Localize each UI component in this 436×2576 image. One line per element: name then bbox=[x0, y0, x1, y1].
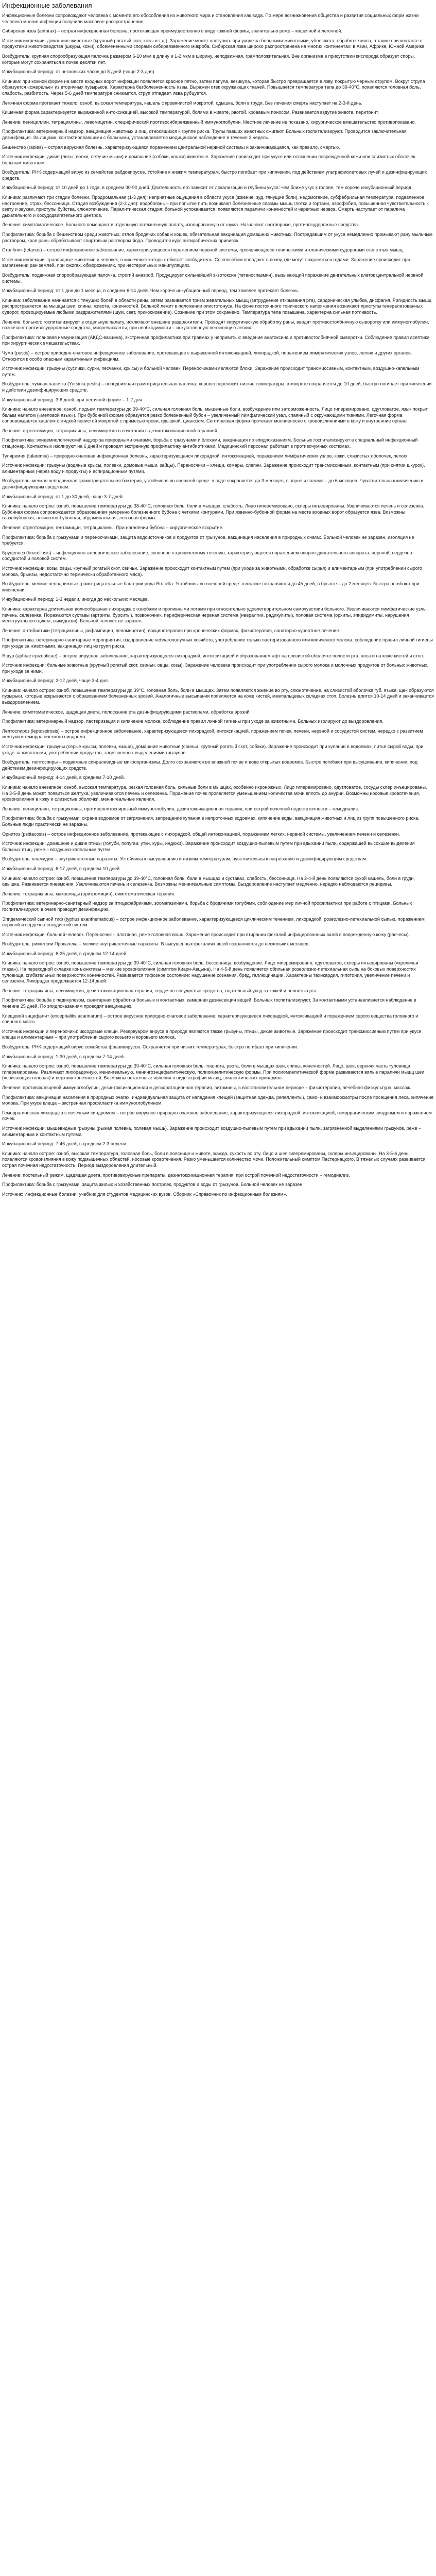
paragraph: Инкубационный период: от 1 до 30 дней, чаще 3-7 дней. bbox=[2, 494, 124, 499]
paragraph: Профилактика: ветеринарный надзор, вакцинация животных и лиц, относящихся к группе риска. Трупы павших животных сжигают. Больных госпитализируют. Проводится заключительная дезинфекция. За лицами, контактировавшими с больными, устанавливается медицинское наблюдение в течение 2 недель. bbox=[2, 129, 407, 140]
paragraph: Источник: Инфекционные болезни: учебник для студентов медицинских вузов. Сборник «Справочник по инфекционным болезням». bbox=[2, 1191, 288, 1197]
paragraph: Лечение: пенициллин, тетрациклины, левомицетин, специфический противосибиреязвенный иммуноглобулин. Местное лечение не показано, хирургическое вмешательство противопоказано. bbox=[2, 119, 416, 125]
paragraph: Профилактика: ветеринарно-санитарные мероприятия, оздоровление неблагополучных хозяйств, употребление только пастеризованного или кипяченого молока, соблюдение правил личной гигиены при уходе за животными, вакцинация лиц из групп риска. bbox=[2, 637, 433, 649]
paragraph: Возбудитель: лептоспиры – подвижные спиралевидные микроорганизмы. Долго сохраняются во влажной почве и воде открытых водоемов. Быстро погибают при высушивании, кипячении, под действием дезинфицирующих средств. bbox=[2, 759, 417, 771]
paragraph: Эпидемический сыпной тиф (typhus exanthematicus) – острое инфекционное заболевание, характеризующееся циклическим течением, лихорадкой, розеолезно-петехиальной сыпью, поражением нервной и сердечно-сосудистой систем. bbox=[2, 916, 425, 928]
paragraph: Клиника: начало острое: озноб, повышение температуры до 39-40°С, сильная головная боль, бессонница, возбуждение. Лицо гиперемировано, одутловатое, склеры инъецированы («кроличьи глаза»). На переходной складке конъюнктивы – мелкие кровоизлияния (симптом Киари-Авцына). На 4-5-й день появляется обильная розеолезно-петехиальная сыпь на боковых поверхностях туловища, сгибательных поверхностях конечностей. Развивается тифозное состояние: нарушение сознания, бред, галлюцинации. Характерны тахикардия, гипотония, увеличение печени и селезенки. Лихорадка продолжается 12-14 дней. bbox=[2, 960, 418, 984]
paragraph: Источник инфекции: грызуны (водяные крысы, полевки, домовые мыши, зайцы). Переносчики – клещи, комары, слепни. Заражение происходит трансмиссивным, контактным (при снятии шкурок), алиментарным (через воду и продукты) и аспирационным путями. bbox=[2, 463, 425, 474]
paragraph: Клиника: различают три стадии болезни. Продромальная (1-3 дня): неприятные ощущения в области укуса (жжение, зуд, тянущие боли), недомогание, субфебрильная температура, подавленное настроение, страх, бессонница. Стадия возбуждения (2-3 дня): водобоязнь – при попытке пить возникают болезненные спазмы мышц глотки и гортани, аэрофобия, повышенная чувствительность к свету и звукам, приступы буйства, слюнотечение. Паралитическая стадия: больной успокаивается, появляются параличи конечностей и черепных нервов. Смерть наступает от паралича дыхательного и сосудодвигательного центров. bbox=[2, 195, 429, 218]
paragraph: Возбудитель: РНК-содержащий вирус из семейства рабдовирусов. Устойчив к низким температурам, быстро погибает при кипячении, под действием ультрафиолетовых лучей и дезинфицирующих средств. bbox=[2, 170, 427, 181]
paragraph: Источник инфекции: мышевидные грызуны (рыжая полевка, полевая мышь). Заражение происходит воздушно-пылевым путем при вдыхании пыли, загрязненной выделениями грызунов, реже – алиментарным и контактным путями. bbox=[2, 1125, 422, 1137]
paragraph: Инфекционные болезни сопровождают человека с момента его обособления из животного мира и становления как вида. По мере возникновения общества и развития социальных форм жизни человека многие инфекции получили массовое распространение. bbox=[2, 13, 419, 24]
paragraph: Лечение: тетрациклины, макролиды (эритромицин), симптоматическая терапия. bbox=[2, 891, 176, 896]
paragraph: Клиника: начало острое: озноб, повышение температуры до 39-40°С, сильная головная боль, тошнота, рвота, боли в мышцах шеи, спины, конечностей. Лицо, шея, верхняя часть туловища гиперемированы. Различают лихорадочную, менингеальную, менингоэнцефалитическую, полиомиелитическую формы. При полиомиелитической форме развиваются вялые параличи мышц шеи («свисающая голова») и верхних конечностей. Возможны остаточные явления в виде атрофии мышц, эпилептических припадков. bbox=[2, 1063, 425, 1081]
paragraph: Инкубационный период: 1-30 дней, в среднем 7-14 дней. bbox=[2, 1054, 125, 1059]
paragraph: Лечение: противоклещевой иммуноглобулин, дезинтоксикационная и дегидратационная терапия, витамины, в восстановительном периоде – физиотерапия, лечебная физкультура, массаж. bbox=[2, 1084, 411, 1090]
paragraph: Источник инфекции: дикие (лисы, волки, летучие мыши) и домашние (собаки, кошки) животные. Заражение происходит при укусе или ослюнении поврежденной кожи или слизистых оболочек больным животным. bbox=[2, 154, 415, 165]
paragraph: Орнитоз (psittacosis) – острое инфекционное заболевание, протекающее с лихорадкой, общей интоксикацией, поражением легких, нервной системы, увеличением печени и селезенки. bbox=[2, 831, 400, 837]
paragraph: Возбудитель: РНК-содержащий вирус семейства флавивирусов. Сохраняется при низких температурах, быстро погибает при кипячении. bbox=[2, 1044, 299, 1049]
paragraph: Профилактика: плановая иммунизация (АКДС-вакцина), экстренная профилактика при травмах у непривитых: введение анатоксина и противостолбнячной сыворотки. Соблюдение правил асептики при хирургических вмешательствах. bbox=[2, 334, 430, 346]
paragraph: Клиника: начало острое: озноб, повышение температуры до 39°С, головная боль, боли в мышцах. Затем появляются жжение во рту, слюнотечение, на слизистой оболочке губ, языка, щек образуются пузырьки, которые вскрываются с образованием болезненных эрозий. Аналогичные высыпания появляются на коже кистей, межпальцевых складках стоп. Болезнь длится 10-14 дней и заканчивается выздоровлением. bbox=[2, 687, 434, 705]
paragraph: Источник инфекции: грызуны (суслики, сурки, песчанки, крысы) и больной человек. Переносчиками являются блохи. Заражение происходит трансмиссивным, контактным, воздушно-капельным путем. bbox=[2, 366, 420, 377]
paragraph: Инкубационный период: 1-3 недели, иногда до нескольких месяцев. bbox=[2, 597, 149, 602]
paragraph: Лечение: пенициллин, тетрациклины, противолептоспирозный иммуноглобулин, дезинтоксикационная терапия, при острой почечной недостаточности – гемодиализ. bbox=[2, 806, 359, 811]
paragraph: Легочная форма протекает тяжело: озноб, высокая температура, кашель с кровянистой мокротой, одышка, боли в груди. Без лечения смерть наступает на 2-3-й день. bbox=[2, 100, 362, 106]
paragraph: Клещевой энцефалит (encephalitis acarinarum) – острое вирусное природно-очаговое заболевание, характеризующееся лихорадкой, интоксикацией и поражением серого вещества головного и спинного мозга. bbox=[2, 1013, 418, 1025]
paragraph: Профилактика: борьба с педикулезом, санитарная обработка больных и контактных, камерная дезинсекция вещей. Больных госпитализируют. За контактными устанавливается наблюдение в течение 25 дней. По эпидпоказаниям проводят вакцинацию. bbox=[2, 997, 416, 1009]
paragraph: Инкубационный период: 3-6 дней, при легочной форме – 1-2 дня. bbox=[2, 397, 144, 402]
paragraph: Сибирская язва (anthrax) – острая инфекционная болезнь, протекающая преимущественно в виде кожной формы, значительно реже – кишечной и легочной. bbox=[2, 28, 342, 34]
paragraph: Кишечная форма характеризуется выраженной интоксикацией, высокой температурой, болями в животе, рвотой, кровавым поносом. Развивается вздутие живота, перитонит. bbox=[2, 110, 379, 115]
paragraph: Лечение: симптоматическое. Больного помещают в отдельную затемненную палату, изолированную от шума. Назначают снотворные, противосудорожные средства. bbox=[2, 222, 359, 228]
paragraph: Клиника: начало внезапное: озноб, высокая температура, резкая головная боль, сильные боли в мышцах, особенно икроножных. Лицо гиперемировано, одутловатое, сосуды склер инъецированы. На 3-5-й день может появиться желтуха, увеличиваются печень и селезенка. Поражение почек проявляется уменьшением количества мочи вплоть до анурии. Возможны носовые кровотечения, кровоизлияния в кожу и слизистые оболочки, менингеальные явления. bbox=[2, 785, 427, 802]
paragraph: Возбудитель: хламидии – внутриклеточные паразиты. Устойчивы к высушиванию и низким температурам, чувствительны к нагреванию и дезинфицирующим средствам. bbox=[2, 856, 368, 862]
paragraph: Источник инфекции: грызуны (серые крысы, полевки, мыши), домашние животные (свиньи, крупный рогатый скот, собаки). Заражение происходит при купании в водоемах, питье сырой воды, при уходе за животными, употреблении продуктов, загрязненных выделениями грызунов. bbox=[2, 744, 424, 755]
paragraph: Клиника: начало острое: озноб, повышение температуры до 38-40°С, головная боль, боли в мышцах, слабость. Лицо гиперемировано, склеры инъецированы. Увеличиваются печень и селезенка. Бубонная форма сопровождается образованием умеренно болезненного бубона с четкими контурами. При язвенно-бубонной форме на месте входных ворот образуется язва. Возможны глазобубонная, ангинозно-бубонная, абдоминальная, легочная формы. bbox=[2, 503, 425, 521]
paragraph: Лечение: антибиотики (тетрациклины, рифампицин, левомицетин), вакцинотерапия при хронических формах, физиотерапия, санаторно-курортное лечение. bbox=[2, 628, 341, 633]
paragraph: Источник инфекции: домашние и дикие птицы (голуби, попугаи, утки, куры, индюки). Заражение происходит воздушно-пылевым путем при вдыхании пыли, содержащей высохшие выделения больных птиц, реже – воздушно-капельным путем. bbox=[2, 841, 415, 852]
paragraph: Инкубационный период: 4-14 дней, в среднем 7-10 дней. bbox=[2, 775, 125, 781]
paragraph: Туляремия (tularemia) – природно-очаговая инфекционная болезнь, характеризующаяся лихорадкой, интоксикацией, поражением лимфатических узлов, кожи, слизистых оболочек, легких. bbox=[2, 453, 409, 459]
paragraph: Профилактика: ветеринарный надзор, пастеризация и кипячение молока, соблюдение правил личной гигиены при уходе за животными. Больных изолируют до выздоровления. bbox=[2, 719, 383, 724]
paragraph: Источник инфекции и переносчики: иксодовые клещи. Резервуаром вируса в природе являются также грызуны, птицы, дикие животные. Заражение происходит трансмиссивным путем при укусе клеща и алиментарным – при употреблении сырого козьего и коровьего молока. bbox=[2, 1028, 422, 1040]
paragraph: Лечение: постельный режим, щадящая диета, противовирусные препараты, дезинтоксикационная терапия, при острой почечной недостаточности – гемодиализ. bbox=[2, 1172, 350, 1178]
paragraph: Источник инфекции: травоядные животные и человек, в кишечнике которых обитает возбудитель. Со способом попадают в почву, где могут сохраняться годами. Заражение происходит при загрязнении ран землей, при ожогах, обморожениях, при нестерильных манипуляциях. bbox=[2, 257, 410, 268]
paragraph: Ящур (aphtae epizooticae) – острое вирусное заболевание, характеризующееся лихорадкой, интоксикацией и образованием афт на слизистой оболочке полости рта, носа и на коже кистей и стоп. bbox=[2, 653, 424, 658]
paragraph: Клиника: при кожной форме на месте входных ворот инфекции появляется красное пятно, затем папула, везикула, которая быстро превращается в язву, покрытую черным струпом. Вокруг струпа образуется «ожерелье» из вторичных пузырьков. Характерна безболезненность язвы. Выражен отек окружающих тканей. Повышается температура тела до 39-40°С, появляются головная боль, слабость, разбитость. Через 5-6 дней температура снижается, струп отпадает, язва рубцуется. bbox=[2, 78, 425, 96]
paragraph: Геморрагическая лихорадка с почечным синдромом – острое вирусное природно-очаговое заболевание, характеризующееся лихорадкой, интоксикацией, геморрагическим синдромом и поражением почек. bbox=[2, 1110, 432, 1122]
paragraph: Столбняк (tetanus) – острое инфекционное заболевание, характеризующееся поражением нервной системы, проявляющееся тоническими и клоническими судорогами скелетных мышц. bbox=[2, 247, 404, 253]
paragraph: Клиника: начало острое: озноб, повышение температуры до 39-40°С, головная боль, боли в мышцах и суставах, слабость, бессонница. На 2-4-й день появляются сухой кашель, боли в груди, одышка. Развивается пневмония. Увеличиваются печень и селезенка. Возможны менингеальные симптомы. Выздоровление наступает медленно, нередко наблюдаются рецидивы. bbox=[2, 875, 415, 887]
paragraph: Источник инфекции: больные животные (крупный рогатый скот, свиньи, овцы, козы). Заражение человека происходит при употреблении сырого молока и молочных продуктов от больных животных, при уходе за ними. bbox=[2, 663, 429, 674]
paragraph: Инкубационный период: 6-25 дней, в среднем 12-14 дней. bbox=[2, 951, 128, 956]
paragraph: Возбудитель: крупная спорообразующая палочка размером 6-10 мкм в длину и 1-2 мкм в ширину, неподвижная, грамположительная. Вне организма в присутствии кислорода образует споры, которые могут сохраняться в почве десятки лет. bbox=[2, 53, 415, 65]
paragraph: Профилактика: борьба с бешенством среди животных, отлов бродячих собак и кошек, обязательная вакцинация домашних животных. Пострадавшим от укуса немедленно промывают рану мыльным раствором, края раны обрабатывают спиртовым раствором йода. Проводится курс антирабических прививок. bbox=[2, 232, 433, 243]
paragraph: Инкубационный период: 6-17 дней, в среднем 10 дней. bbox=[2, 866, 121, 871]
paragraph: Инкубационный период: 7-46 дней, в среднем 2-3 недели. bbox=[2, 1141, 128, 1147]
paragraph: Клиника: характерна длительная волнообразная лихорадка с ознобами и проливными потами при относительно удовлетворительном самочувствии больного. Увеличиваются лимфатические узлы, печень, селезенка. Поражаются суставы (артриты, бурситы), позвоночник, периферическая нервная система (невралгии, радикулиты), половая система (орхиты, эпидидимиты, нарушения менструального цикла, выкидыши). Больной человек не заразен. bbox=[2, 606, 428, 624]
paragraph: Инкубационный период: 2-12 дней, чаще 3-4 дня. bbox=[2, 678, 109, 684]
paragraph: Клиника: заболевание начинается с тянущих болей в области раны, затем развивается тризм жевательных мышц (затруднение открывания рта), сардоническая улыбка, дисфагия. Ригидность мышц распространяется на мышцы шеи, спины, живота, конечностей. Больной лежит в положении опистотонуса. На фоне постоянного тонического напряжения возникают приступы генерализованных судорог, провоцируемые любыми раздражителями (шум, свет, прикосновение). Сознание при этом сохранено. Температура тела повышена, характерна сильная потливость. bbox=[2, 297, 432, 315]
paragraph: Профилактика: эпидемиологический надзор за природными очагами, борьба с грызунами и блохами, вакцинация по эпидпоказаниям. Больных госпитализируют в специальный инфекционный стационар. Контактных изолируют на 6 дней и проводят экстренную профилактику антибиотиками. Медицинский персонал работает в противочумных костюмах. bbox=[2, 437, 418, 449]
paragraph: Бруцеллез (brucellosis) – инфекционно-аллергическое заболевание, склонное к хроническому течению, характеризующееся поражением опорно-двигательного аппарата, нервной, сердечно-сосудистой и половой систем. bbox=[2, 550, 414, 562]
paragraph: Профилактика: борьба с грызунами, охрана водоемов от загрязнения, запрещение купания в непроточных водоемах, кипячение воды, вакцинация животных и лиц из групп повышенного риска. Больные люди практически не заразны. bbox=[2, 816, 420, 827]
paragraph: Возбудитель: чумная палочка (Yersinia pestis) – неподвижная грамотрицательная палочка, хорошо переносит низкие температуры, в мокроте сохраняется до 10 дней, быстро погибает при кипячении и действии дезинфицирующих средств. bbox=[2, 381, 432, 393]
paragraph: Профилактика: борьба с грызунами, защита жилых и хозяйственных построек, продуктов и воды от грызунов. Больной человек не заразен. bbox=[2, 1182, 304, 1188]
paragraph: Лечение: больного госпитализируют в отдельную палату, исключают внешние раздражители. Проводят хирургическую обработку раны, вводят противостолбнячную сыворотку или иммуноглобулин, назначают противосудорожные средства, миорелаксанты, при необходимости – искусственную вентиляцию легких. bbox=[2, 319, 429, 331]
paragraph: Лечение: стрептомицин, тетрациклины, левомицетин в сочетании с дезинтоксикационной терапией. bbox=[2, 428, 219, 433]
paragraph: Лечение: симптоматическое, щадящая диета, полоскание рта дезинфицирующими растворами, обработка эрозий. bbox=[2, 709, 251, 715]
paragraph: Источник инфекции: больной человек. Переносчик – платяная, реже головная вошь. Заражение происходит при втирании фекалий инфицированных вшей в поврежденную кожу (расчесы). bbox=[2, 931, 410, 937]
page-title: Инфекционные заболевания bbox=[2, 2, 92, 9]
article-body bbox=[2, 13, 434, 1197]
paragraph: Лечение: стрептомицин, гентамицин, тетрациклины. При нагноении бубона – хирургическое вскрытие. bbox=[2, 525, 224, 530]
paragraph: Лечение: тетрациклины, левомицетин, дезинтоксикационная терапия, сердечно-сосудистые средства, тщательный уход за кожей и полостью рта. bbox=[2, 988, 318, 993]
paragraph: Профилактика: ветеринарно-санитарный надзор за птицефабриками, зоомагазинами, борьба с бродячими голубями, соблюдение мер личной профилактики при работе с птицами. Больных госпитализируют, в очаге проводят дезинфекцию. bbox=[2, 901, 412, 912]
paragraph: Профилактика: борьба с грызунами и переносчиками, защита водоисточников и продуктов от грызунов, вакцинация населения в природных очагах. Больной человек не заразен, изоляция не требуется. bbox=[2, 534, 414, 546]
paragraph: Возбудитель: риккетсии Провачека – мелкие внутриклеточные паразиты. В высушенных фекалиях вшей сохраняются до нескольких месяцев. bbox=[2, 941, 310, 947]
paragraph: Инкубационный период: от 10 дней до 1 года, в среднем 30-90 дней. Длительность его зависит от локализации и глубины укуса: чем ближе укус к голове, тем короче инкубационный период. bbox=[2, 185, 413, 191]
paragraph: Инкубационный период: от нескольких часов до 8 дней (чаще 2-3 дня). bbox=[2, 69, 155, 75]
paragraph: Лептоспироз (leptospirosis) – острое инфекционное заболевание, характеризующееся лихорадкой, интоксикацией, поражением почек, печени, нервной и сосудистой систем, нередко с развитием желтухи и геморрагического синдрома. bbox=[2, 728, 423, 740]
paragraph: Возбудитель: мелкие неподвижные грамотрицательные бактерии рода Brucella. Устойчивы во внешней среде: в молоке сохраняются до 45 дней, в брынзе – до 2 месяцев. Быстро погибают при кипячении. bbox=[2, 581, 420, 592]
paragraph: Инкубационный период: от 1 дня до 1 месяца, в среднем 6-14 дней. Чем короче инкубационный период, тем тяжелее протекает болезнь. bbox=[2, 288, 300, 294]
paragraph: Возбудитель: подвижная спорообразующая палочка, строгий анаэроб. Продуцирует сильнейший экзотоксин (тетаноспазмин), вызывающий поражение двигательных клеток центральной нервной системы. bbox=[2, 273, 424, 284]
paragraph: Чума (pestis) – острое природно-очаговое инфекционное заболевание, протекающее с выраженной интоксикацией, лихорадкой, поражением лимфатических узлов, легких и других органов. Относится к особо опасным карантинным инфекциям. bbox=[2, 350, 412, 362]
paragraph: Профилактика: вакцинация населения в природных очагах, индивидуальная защита от нападения клещей (защитная одежда, репелленты), само- и взаимоосмотры после посещения леса, кипячение молока. При укусе клеща – экстренная профилактика иммуноглобулином. bbox=[2, 1094, 434, 1106]
paragraph: Возбудитель: мелкая неподвижная грамотрицательная бактерия, устойчивая во внешней среде: в воде сохраняется до 3 месяцев, в зерне и соломе – до 6 месяцев. Чувствительна к кипячению и дезинфицирующим средствам. bbox=[2, 478, 424, 490]
paragraph: Источник инфекции: козы, овцы, крупный рогатый скот, свиньи. Заражение происходит контактным путем (при уходе за животными, обработке сырья) и алиментарным (при употреблении сырого молока, брынзы, недостаточно термически обработанного мяса). bbox=[2, 565, 423, 577]
paragraph: Источник инфекции: домашние животные (крупный рогатый скот, козы и т.д.). Заражение может наступить при уходе за больными животными, убое скота, обработке мяса, а также при контакте с продуктами животноводства (шкуры, кожи), обсемененными спорами сибиреязвенного микроба. Сибирская язва широко распространена на многих континентах: в Азии, Африке, Южной Америке. bbox=[2, 38, 426, 49]
paragraph: Бешенство (rabies) – острая вирусная болезнь, характеризующаяся поражением центральной нервной системы и заканчивающаяся, как правило, смертью. bbox=[2, 144, 340, 150]
paragraph: Клиника: начало острое: озноб, высокая температура, головная боль, боли в пояснице и животе, жажда, сухость во рту. Лицо и шея гиперемированы, склеры инъецированы. На 3-5-й день появляются кровоизлияния в кожу подмышечных областей, носовые кровотечения. Резко уменьшается количество мочи. Положительный симптом Пастернацкого. В тяжелых случаях развивается острая почечная недостаточность. Период выздоровления длительный. bbox=[2, 1150, 426, 1168]
paragraph: Клиника: начало внезапное: озноб, подъем температуры до 39-40°С, сильная головная боль, мышечные боли, возбуждение или заторможенность. Лицо гиперемировано, одутловатое, язык покрыт белым налетом («меловой язык»). При бубонной форме образуется резко болезненный бубон – увеличенный лимфатический узел, спаянный с окружающими тканями. Легочная форма сопровождается кашлем с жидкой пенистой мокротой с примесью крови, одышкой, цианозом. Септическая форма протекает молниеносно с кровоизлияниями в кожу и внутренние органы. bbox=[2, 406, 428, 424]
